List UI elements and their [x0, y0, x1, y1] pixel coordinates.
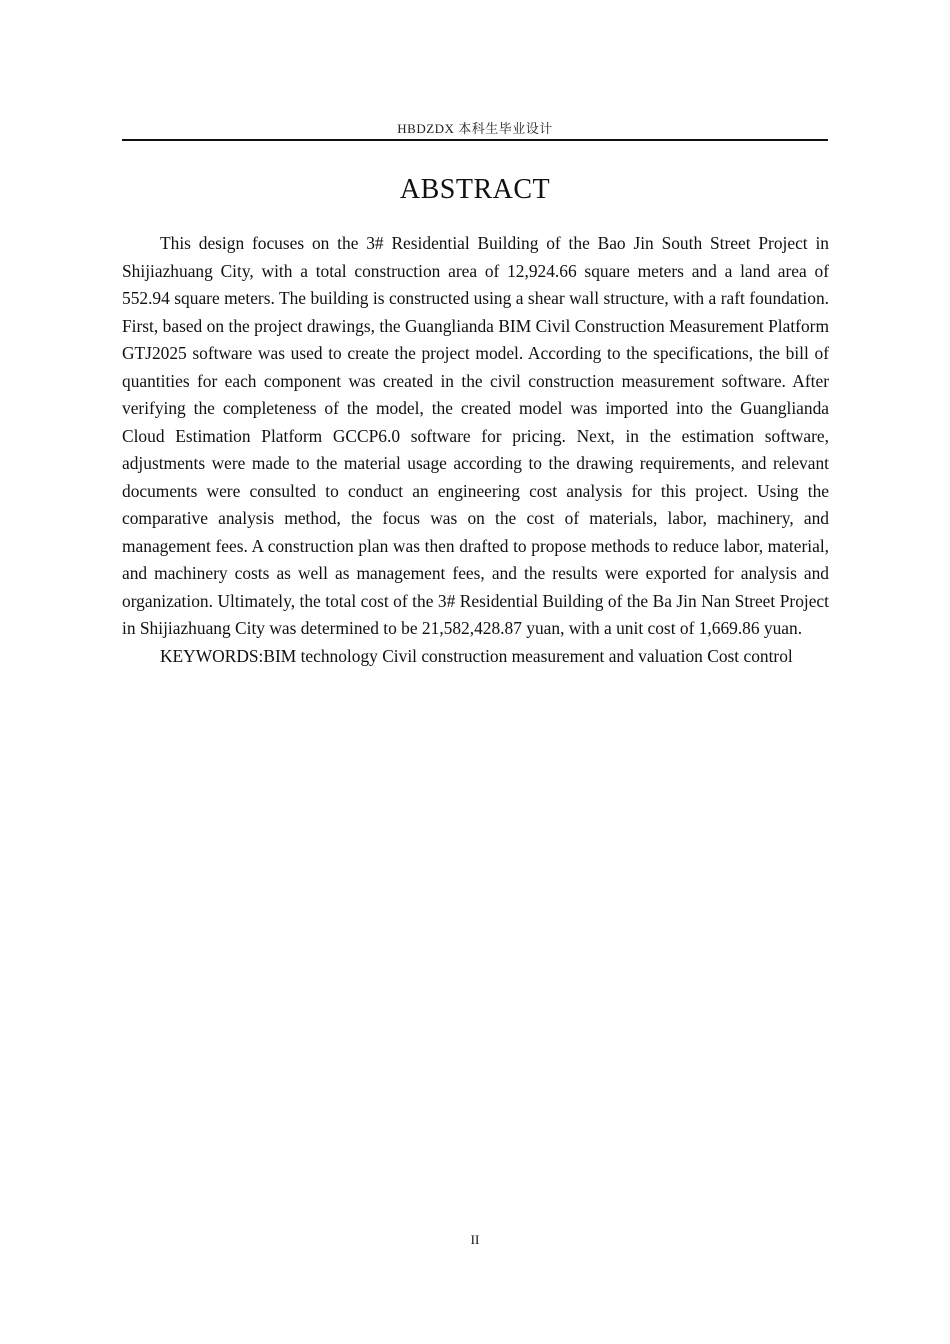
- abstract-title: ABSTRACT: [399, 174, 551, 205]
- page-number: II: [470, 1232, 480, 1247]
- abstract-paragraph: This design focuses on the 3# Residential Building of the Bao Jin South Street Project in Shijiazhuang City, with a total construction area of 12,924.66 square meters and a land area of 552.94 square meters. The building is constructed using a shear wall structure, with a raft foundation. First, based on the project drawings, the Guanglianda BIM Civil Construction Measurement Platform GTJ2025 software was used to create the project model. According to the specifications, the bill of quantities for each component was created in the civil construction measurement software. After verifying the completeness of the model, the created model was imported into the Guanglianda Cloud Estimation Platform GCCP6.0 software for pricing. Next, in the estimation software, adjustments were made to the material usage according to the drawing requirements, and relevant documents were consulted to conduct an engineering cost analysis for this project. Using the comparative analysis method, the focus was on the cost of materials, labor, machinery, and management fees. A construction plan was then drafted to propose methods to reduce labor, material, and machinery costs as well as management fees, and the results were exported for analysis and organization. Ultimately, the total cost of the 3# Residential Building of the Ba Jin Nan Street Project in Shijiazhuang City was determined to be 21,582,428.87 yuan, with a unit cost of 1,669.86 yuan.: [122, 233, 829, 638]
- page-header: HBDZDX 本科生毕业设计: [397, 121, 553, 136]
- abstract-body: [122, 230, 829, 670]
- keywords-line: KEYWORDS:BIM technology Civil construction measurement and valuation Cost control: [160, 645, 793, 666]
- header-divider: [122, 139, 828, 141]
